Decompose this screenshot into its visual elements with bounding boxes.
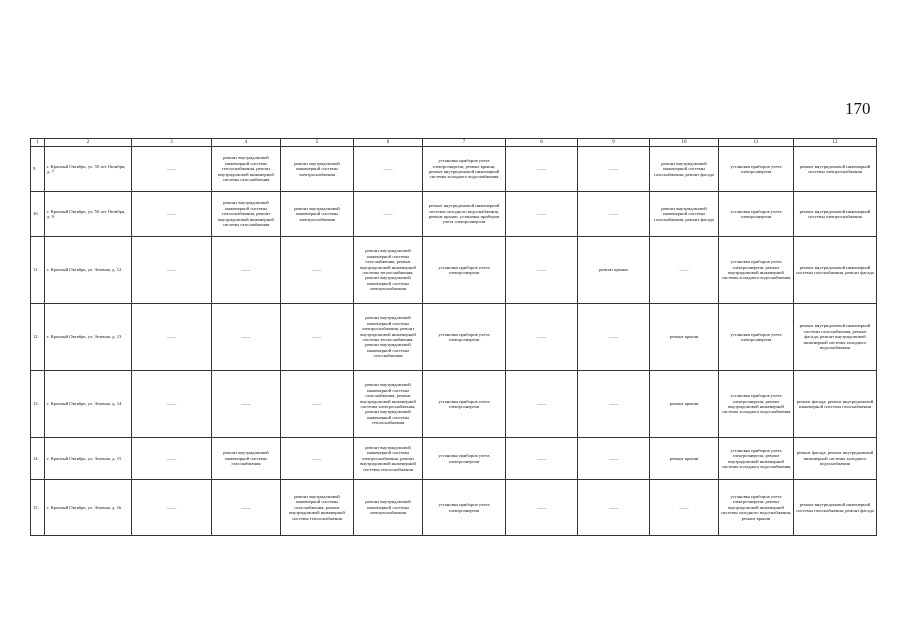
row-number: 14. xyxy=(31,438,45,480)
table-cell: установка приборов учета электроэнергии xyxy=(719,304,794,371)
table-cell: —— xyxy=(132,438,212,480)
table-cell: —— xyxy=(578,147,650,192)
table-cell: —— xyxy=(506,147,578,192)
table-cell: установка приборов учета электроэнергии xyxy=(423,371,506,438)
row-number: 11. xyxy=(31,237,45,304)
page-number: 170 xyxy=(845,99,871,118)
table-row xyxy=(31,147,877,192)
column-header: 11 xyxy=(719,139,794,147)
address-cell: г. Красный Октябрь, ул. Зеленая, д. 16 xyxy=(45,480,132,536)
table-cell: —— xyxy=(506,237,578,304)
table-cell: установка приборов учета электроэнергии xyxy=(423,304,506,371)
column-header: 9 xyxy=(578,139,650,147)
table-cell: ремонт внутридомовой инженерной системы газоснабжения, ремонт фасада xyxy=(794,237,877,304)
row-number: 12. xyxy=(31,304,45,371)
address-cell: г. Красный Октябрь, ул. 50 лет Октября, д. 9 xyxy=(45,192,132,237)
table-cell: —— xyxy=(650,237,719,304)
table-cell: ремонт крыши xyxy=(578,237,650,304)
table-cell: ремонт крыши xyxy=(650,371,719,438)
table-cell: установка приборов учета электроэнергии, ремонт крыши, ремонт внутридомовой инженерной системы холодного водоснабжения xyxy=(423,147,506,192)
row-number: 15. xyxy=(31,480,45,536)
column-header: 8 xyxy=(506,139,578,147)
table-cell: ремонт внутридомовой инженерной системы теплоснабжения, ремонт внутридомовой инженерной системы газоснабжения xyxy=(212,192,281,237)
table-cell: ремонт фасада, ремонт внутридомовой инженерной системы холодного водоснабжения xyxy=(794,438,877,480)
table-cell: ремонт внутридомовой инженерной системы электроснабжения xyxy=(354,480,423,536)
column-header: 7 xyxy=(423,139,506,147)
row-number: 10. xyxy=(31,192,45,237)
table-cell: ремонт крыши xyxy=(650,304,719,371)
table-cell: установка приборов учета электроэнергии, ремонт внутридомовой инженерной системы холодного водоснабжения xyxy=(719,438,794,480)
table-cell: —— xyxy=(281,237,354,304)
table-cell: ремонт внутридомовой инженерной системы электроснабжения xyxy=(281,192,354,237)
table-cell: —— xyxy=(212,237,281,304)
address-cell: г. Красный Октябрь, ул. Зеленая, д. 12 xyxy=(45,237,132,304)
table-row xyxy=(31,192,877,237)
table-cell: —— xyxy=(506,192,578,237)
table-row xyxy=(31,237,877,304)
table-cell: ремонт внутридомовой инженерной системы газоснабжения xyxy=(212,438,281,480)
column-header: 12 xyxy=(794,139,877,147)
table-cell: установка приборов учета электроэнергии xyxy=(719,147,794,192)
table-cell: ремонт внутридомовой инженерной системы газоснабжения, ремонт внутридомовой инженерной системы электроснабжения, ремонт внутридомовой инженерной системы теплоснабжения xyxy=(354,371,423,438)
table-cell: установка приборов учета электроэнергии xyxy=(719,192,794,237)
table-cell: —— xyxy=(132,237,212,304)
table-cell: —— xyxy=(506,438,578,480)
table-cell: —— xyxy=(506,480,578,536)
table-cell: —— xyxy=(132,147,212,192)
table-cell: ремонт крыши xyxy=(650,438,719,480)
column-header-row xyxy=(31,139,877,147)
row-number: 13. xyxy=(31,371,45,438)
repair-schedule-table xyxy=(30,138,877,536)
table-row xyxy=(31,480,877,536)
table-cell: установка приборов учета электроэнергии, ремонт внутридомовой инженерной системы холодного водоснабжения xyxy=(719,237,794,304)
table-cell: —— xyxy=(212,304,281,371)
table-cell: —— xyxy=(132,480,212,536)
table-cell: —— xyxy=(281,371,354,438)
table-cell: —— xyxy=(578,192,650,237)
table-cell: —— xyxy=(212,371,281,438)
table-cell: —— xyxy=(212,480,281,536)
column-header: 5 xyxy=(281,139,354,147)
table-cell: —— xyxy=(354,147,423,192)
table-cell: ремонт внутридомовой инженерной системы газоснабжения, ремонт внутридомовой инженерной системы теплоснабжения xyxy=(281,480,354,536)
table-cell: —— xyxy=(354,192,423,237)
column-header: 6 xyxy=(354,139,423,147)
table-cell: установка приборов учета электроэнергии xyxy=(423,237,506,304)
table-row xyxy=(31,438,877,480)
column-header: 4 xyxy=(212,139,281,147)
column-header: 10 xyxy=(650,139,719,147)
table-cell: установка приборов учета электроэнергии, ремонт внутридомовой инженерной системы холодного водоснабжения xyxy=(719,371,794,438)
table-cell: ремонт внутридомовой инженерной системы электроснабжения xyxy=(281,147,354,192)
address-cell: г. Красный Октябрь, ул. Зеленая, д. 13 xyxy=(45,304,132,371)
table-cell: ремонт внутридомовой инженерной системы электроснабжения xyxy=(794,192,877,237)
table-cell: ремонт внутридомовой инженерной системы газоснабжения, ремонт внутридомовой инженерной системы теплоснабжения, ремонт внутридомовой инженерной системы электроснабжения xyxy=(354,237,423,304)
table-cell: установка приборов учета электроэнергии, ремонт внутридомовой инженерной системы холодного водоснабжения, ремонт крыши xyxy=(719,480,794,536)
column-header: 1 xyxy=(31,139,45,147)
table-cell: ремонт фасада, ремонт внутридомовой инженерной системы газоснабжения xyxy=(794,371,877,438)
table-cell: ремонт внутридомовой инженерной системы газоснабжения, ремонт фасада, ремонт внутридомовой инженерной системы холодного водоснабжения xyxy=(794,304,877,371)
table-cell: ремонт внутридомовой инженерной системы электроснабжения xyxy=(794,147,877,192)
table-cell: —— xyxy=(132,192,212,237)
table-cell: ремонт внутридомовой инженерной системы теплоснабжения, ремонт внутридомовой инженерной системы газоснабжения xyxy=(212,147,281,192)
table-cell: —— xyxy=(506,304,578,371)
table-cell: ремонт внутридомовой инженерной системы газоснабжения, ремонт фасада xyxy=(794,480,877,536)
column-header: 2 xyxy=(45,139,132,147)
table-cell: —— xyxy=(132,371,212,438)
table-cell: —— xyxy=(578,371,650,438)
table-row xyxy=(31,371,877,438)
table-cell: ремонт внутридомовой инженерной системы электроснабжения, ремонт внутридомовой инженерной системы теплоснабжения xyxy=(354,438,423,480)
address-cell: г. Красный Октябрь, ул. 50 лет Октября, д. 7 xyxy=(45,147,132,192)
table-cell: —— xyxy=(578,480,650,536)
table-cell: ремонт внутридомовой инженерной системы газоснабжения, ремонт фасада xyxy=(650,192,719,237)
table-cell: —— xyxy=(506,371,578,438)
address-cell: г. Красный Октябрь, ул. Зеленая, д. 15 xyxy=(45,438,132,480)
table-cell: ремонт внутридомовой инженерной системы холодного водоснабжения, ремонт крыши, установка приборов учета электроэнергии xyxy=(423,192,506,237)
table-cell: ремонт внутридомовой инженерной системы электроснабжения, ремонт внутридомовой инженерной системы теплоснабжения, ремонт внутридомовой инженерной системы газоснабжения xyxy=(354,304,423,371)
table-cell: —— xyxy=(281,438,354,480)
column-header: 3 xyxy=(132,139,212,147)
table-cell: —— xyxy=(650,480,719,536)
table-row xyxy=(31,304,877,371)
address-cell: г. Красный Октябрь, ул. Зеленая, д. 14 xyxy=(45,371,132,438)
table-cell: —— xyxy=(578,304,650,371)
table-cell: ремонт внутридомовой инженерной системы газоснабжения, ремонт фасада xyxy=(650,147,719,192)
table-cell: установка приборов учета электроэнергии xyxy=(423,480,506,536)
table-cell: —— xyxy=(132,304,212,371)
table-cell: —— xyxy=(578,438,650,480)
row-number: 9. xyxy=(31,147,45,192)
table-cell: —— xyxy=(281,304,354,371)
table-cell: установка приборов учета электроэнергии xyxy=(423,438,506,480)
